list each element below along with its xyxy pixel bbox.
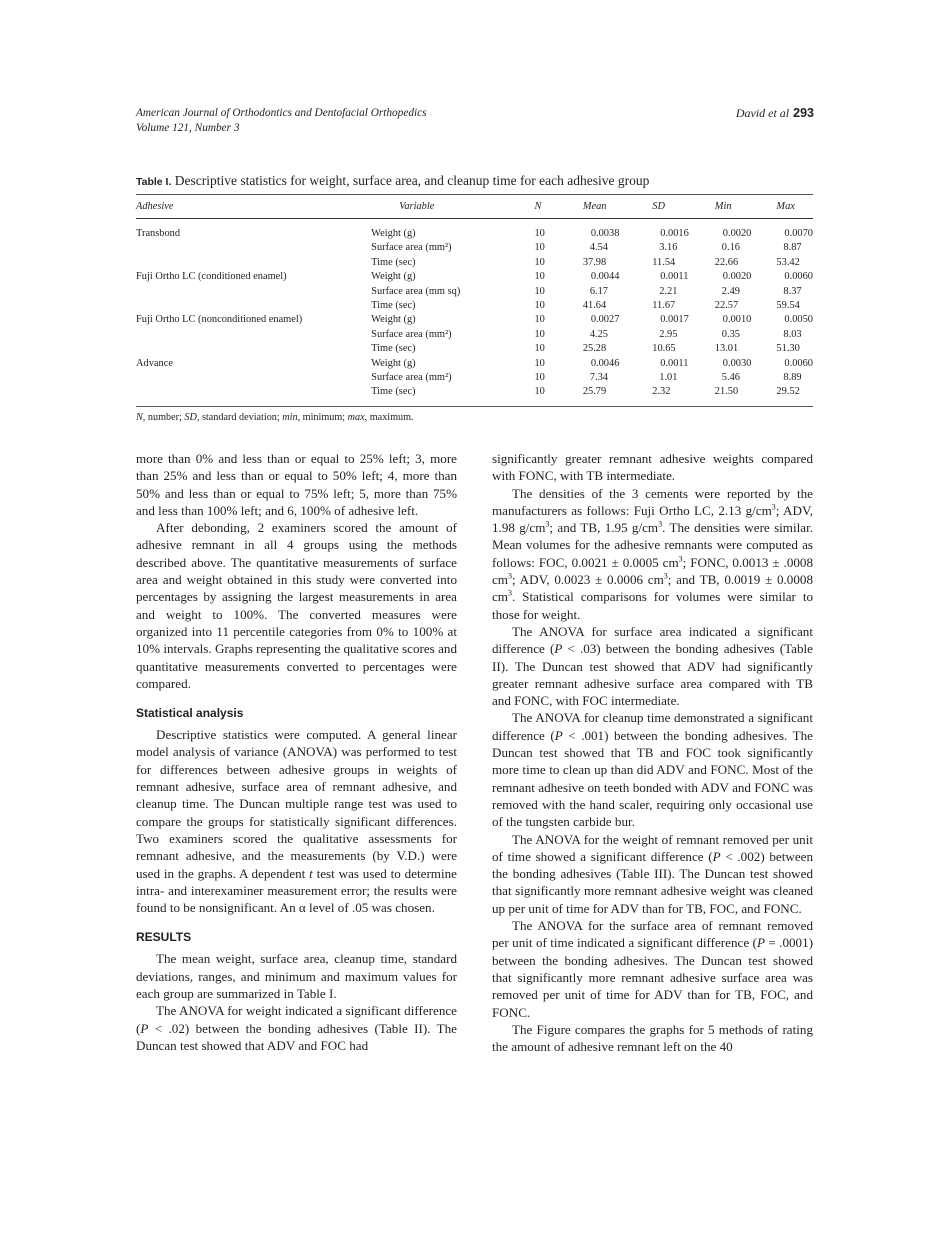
cell-sd: 11.67	[652, 300, 676, 312]
col-header-variable: Variable	[399, 201, 435, 212]
table-1	[136, 173, 813, 423]
cell-adhesive	[136, 241, 371, 255]
cell-sd: 3.16	[659, 242, 678, 254]
cell-sd: 2.32	[652, 386, 671, 398]
journal-title: American Journal of Orthodontics and Dentofacial Orthopedics	[136, 107, 427, 119]
cell-adhesive	[136, 371, 371, 385]
running-header	[136, 106, 427, 135]
cell-adhesive: Fuji Ortho LC (nonconditioned enamel)	[136, 314, 303, 326]
paragraph: The densities of the 3 cements were reported by the manufacturers as follows: Fuji Ortho LC, 2.13 $g/cm^3$; ADV, 1.98 $g/cm^3$; and TB, 1.95 $g/cm^3$. The densities were similar. Mean volumes for the adhesive remnants were computed as follows: FOC, 0.0021 ± 0.0005 $cm^3$; FONC, 0.0013 ± .0008 $cm^3$; ADV, 0.0023 ± 0.0006 $cm^3$; and TB, 0.0019 ± 0.0008 $cm^3$. Statistical comparisons for volumes were similar to those for weight.	[492, 485, 814, 622]
cell-min: 0.35	[721, 328, 740, 340]
cell-min: 5.46	[721, 372, 740, 384]
cell-mean: 7.34	[589, 372, 608, 384]
paragraph: significantly greater remnant adhesive weights compared with FONC, with TB intermediate.	[492, 451, 813, 484]
cell-adhesive	[136, 385, 371, 406]
cell-min: 0.0010	[722, 314, 752, 326]
cell-adhesive: Advance	[136, 357, 173, 369]
page-header-right	[736, 106, 814, 121]
col-header-n: N	[534, 201, 542, 212]
cell-sd: 10.65	[652, 343, 676, 355]
cell-n: 10	[534, 386, 545, 398]
table-body	[136, 219, 813, 407]
author-running-head: David et al	[735, 106, 790, 120]
cell-max: 29.52	[776, 386, 800, 398]
col-header-sd: SD	[652, 201, 665, 212]
page-number: 293	[793, 106, 814, 120]
cell-mean: 0.0044	[590, 271, 620, 283]
cell-max: 8.37	[783, 285, 802, 297]
col-header-max: Max	[776, 201, 795, 212]
cell-variable: Time (sec)	[371, 386, 416, 398]
cell-variable: Time (sec)	[371, 300, 416, 312]
cell-min: 0.0020	[722, 228, 752, 239]
col-header-adhesive: Adhesive	[136, 201, 174, 212]
cell-sd: 0.0016	[660, 228, 689, 239]
cell-max: 0.0060	[784, 357, 813, 369]
cell-max: 8.87	[783, 242, 802, 254]
cell-max: 51.30	[776, 343, 800, 355]
cell-min: 0.16	[721, 242, 740, 254]
table-caption	[136, 173, 813, 189]
table-row	[136, 342, 813, 356]
table-row	[136, 371, 813, 385]
cell-max: 0.0060	[784, 271, 813, 283]
paragraph: Descriptive statistics were computed. A general linear model analysis of variance (ANOVA) was performed to test for differences between adhesive groups in weights of remnant adhesive, surface area of remnant adhesive, and cleanup time. The Duncan multiple range test was used to compare the groups for statistically significant differences. Two examiners scored the qualitative assessments for remnant adhesive, and the measurements (by V.D.) were used in the graphs. A dependent t test was used to determine intra- and interexaminer measurement error; the results were found to be nonsignificant. An α level of .05 was chosen.	[136, 727, 457, 916]
cell-adhesive	[136, 328, 371, 342]
paragraph: The ANOVA for the weight of remnant removed per unit of time showed a significant difference (P < .002) between the bonding adhesives (Table III). The Duncan test showed that significantly more remnant adhesive weight was cleaned up per unit of time for ADV than for TB, FOC, and FONC.	[492, 831, 813, 916]
footnote-abbr: max,	[347, 411, 368, 423]
table-row	[136, 299, 813, 313]
paragraph: The ANOVA for cleanup time demonstrated a significant difference (P < .001) between the bonding adhesives. The Duncan test showed that TB and FOC took significantly more time to clean up than did ADV and FONC. Most of the remnant adhesive on teeth bonded with ADV and FONC was removed with the hand scaler, requiring only occasional use of the tungsten carbide bur.	[492, 710, 813, 830]
cell-min: 22.57	[714, 300, 739, 312]
cell-adhesive: Transbond	[136, 228, 181, 239]
cell-max: 59.54	[776, 300, 800, 312]
cell-variable: Weight (g)	[371, 314, 416, 326]
cell-n: 10	[534, 343, 545, 355]
cell-sd: 0.0011	[660, 357, 689, 369]
cell-mean: 0.0046	[590, 357, 620, 369]
cell-sd: 0.0011	[660, 271, 689, 283]
journal-volume: Volume 121, Number 3	[136, 121, 240, 134]
paragraph: more than 0% and less than or equal to 25% left; 3, more than 25% and less than or equal to 50% left; 4, more than 50% and less than or equal to 75% left; 5, more than 75% and less than 100% left; and 6, 100% of adhesive left.	[136, 451, 457, 518]
cell-mean: 4.25	[589, 328, 608, 340]
table-row	[136, 285, 813, 299]
section-heading-results: RESULTS	[136, 930, 192, 945]
cell-sd: 11.54	[652, 256, 676, 268]
table-row	[136, 256, 813, 270]
left-column	[136, 450, 457, 1054]
table-header-row	[136, 195, 813, 219]
cell-variable: Weight (g)	[371, 357, 416, 369]
paragraph: The Figure compares the graphs for 5 methods of rating the amount of adhesive remnant left on the 40	[492, 1021, 813, 1055]
cell-variable: Surface area (mm²)	[371, 372, 452, 384]
cell-min: 0.0030	[722, 357, 752, 369]
table-row	[136, 219, 813, 242]
cell-mean: 4.54	[589, 242, 608, 254]
paragraph: After debonding, 2 examiners scored the amount of adhesive remnant in all 4 groups using the methods described above. The quantitative measurements of surface area and weight obtained in this study were converted into percentages by assigning the largest measurements in area and weight to 100%. The converted measures were organized into 11 percentile categories from 0% to 100% at 10% intervals. Graphs representing the qualitative scores and quantitative measurements converted to percentages were compared.	[136, 520, 457, 691]
cell-max: 8.89	[783, 372, 802, 384]
cell-max: 8.03	[783, 328, 802, 340]
table-caption-text: Descriptive statistics for weight, surface area, and cleanup time for each adhesive group	[174, 173, 650, 188]
col-header-min: Min	[714, 201, 732, 212]
cell-sd: 2.21	[659, 285, 678, 297]
footnote-text: maximum.	[367, 411, 414, 423]
cell-variable: Time (sec)	[371, 256, 416, 268]
table-row	[136, 357, 813, 371]
cell-min: 22.66	[714, 256, 739, 268]
cell-max: 53.42	[776, 256, 800, 268]
cell-mean: 37.98	[582, 256, 607, 268]
footnote-text: number;	[145, 411, 185, 423]
cell-mean: 0.0027	[590, 314, 620, 326]
cell-variable: Surface area (mm²)	[371, 328, 452, 340]
cell-n: 10	[534, 271, 545, 283]
cell-adhesive	[136, 342, 371, 356]
cell-adhesive: Fuji Ortho LC (conditioned enamel)	[136, 271, 287, 283]
paragraph: The mean weight, surface area, cleanup time, standard deviations, ranges, and minimum and maximum values for each group are summarized in Table I.	[136, 951, 457, 1002]
cell-variable: Surface area (mm²)	[371, 242, 452, 254]
cell-mean: 6.17	[589, 285, 608, 297]
col-header-mean: Mean	[582, 201, 607, 212]
footnote-abbr: SD,	[184, 411, 200, 423]
cell-min: 2.49	[721, 285, 740, 297]
cell-sd: 1.01	[659, 372, 678, 384]
footnote-abbr: N,	[136, 411, 146, 423]
cell-n: 10	[534, 256, 545, 268]
cell-min: 13.01	[714, 343, 739, 355]
cell-max: 0.0050	[784, 314, 813, 326]
cell-n: 10	[534, 314, 545, 326]
table-label: Table I.	[136, 176, 172, 188]
table-footnote	[136, 412, 813, 423]
paragraph: The ANOVA for surface area indicated a significant difference (P < .03) between the bonding adhesives (Table II). The Duncan test showed that ADV had significantly greater remnant adhesive surface area compared with TB and FONC, with FOC intermediate.	[492, 623, 813, 709]
cell-variable: Time (sec)	[371, 343, 416, 355]
paragraph: The ANOVA for weight indicated a significant difference (P < .02) between the bonding adhesives (Table II). The Duncan test showed that ADV and FOC had	[136, 1003, 457, 1053]
cell-adhesive	[136, 256, 371, 270]
paragraph: The ANOVA for the surface area of remnant removed per unit of time indicated a significant difference (P = .0001) between the bonding adhesives. The Duncan test showed that significantly more remnant adhesive surface area was removed per unit of time for ADV than for TB, FOC, and FONC.	[492, 918, 813, 1020]
cell-sd: 0.0017	[660, 314, 689, 326]
table-row	[136, 385, 813, 406]
cell-adhesive	[136, 285, 371, 299]
section-heading-statistical-analysis: Statistical analysis	[136, 706, 244, 721]
cell-min: 0.0020	[722, 271, 752, 283]
cell-mean: 41.64	[582, 300, 607, 312]
cell-max: 0.0070	[784, 228, 813, 239]
table-row	[136, 313, 813, 327]
table-row	[136, 270, 813, 284]
cell-variable: Weight (g)	[371, 228, 416, 239]
cell-n: 10	[534, 228, 545, 239]
cell-min: 21.50	[714, 386, 739, 398]
cell-n: 10	[534, 328, 545, 340]
footnote-text: minimum;	[300, 411, 348, 423]
cell-sd: 2.95	[659, 328, 678, 340]
cell-variable: Weight (g)	[371, 271, 416, 283]
cell-n: 10	[534, 372, 545, 384]
cell-mean: 25.79	[582, 386, 607, 398]
descriptive-stats-table	[136, 194, 813, 407]
cell-mean: 0.0038	[590, 228, 620, 239]
cell-variable: Surface area (mm sq)	[371, 285, 461, 297]
cell-n: 10	[534, 242, 545, 254]
cell-n: 10	[534, 300, 545, 312]
table-row	[136, 328, 813, 342]
cell-n: 10	[534, 357, 545, 369]
table-row	[136, 241, 813, 255]
cell-adhesive	[136, 299, 371, 313]
footnote-abbr: min,	[282, 411, 301, 423]
cell-mean: 25.28	[582, 343, 607, 355]
footnote-text: standard deviation;	[199, 411, 283, 423]
cell-n: 10	[534, 285, 545, 297]
right-column	[492, 450, 813, 1055]
